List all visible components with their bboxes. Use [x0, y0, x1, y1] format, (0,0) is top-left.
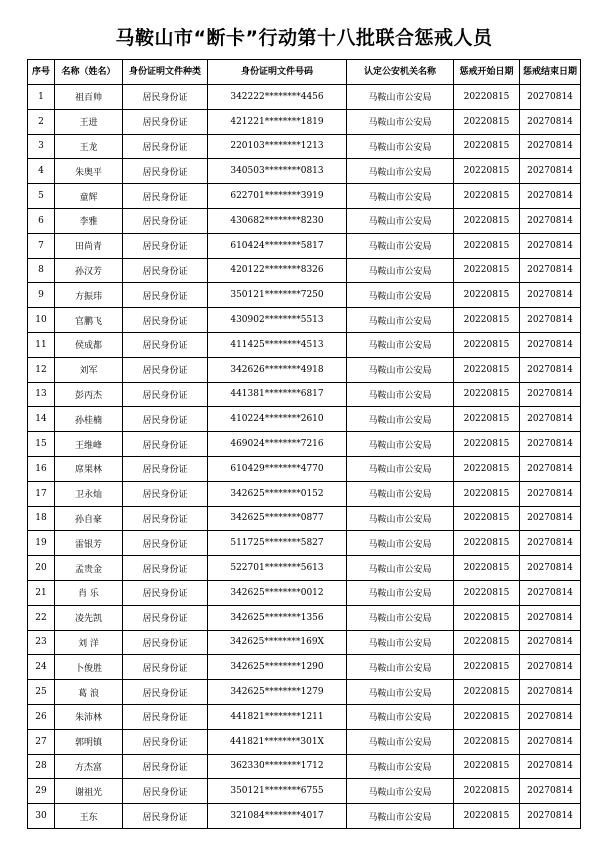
cell-name: 朱奥平 [55, 159, 123, 184]
cell-index: 29 [28, 779, 55, 804]
cell-index: 9 [28, 283, 55, 308]
cell-index: 12 [28, 357, 55, 382]
header-end-date: 惩戒结束日期 [520, 60, 581, 85]
table-row [28, 432, 581, 457]
cell-index: 14 [28, 407, 55, 432]
table-row [28, 456, 581, 481]
cell-index: 22 [28, 605, 55, 630]
cell-id-number: 511725********5827 [208, 531, 347, 556]
cell-end-date: 20270814 [520, 804, 581, 829]
cell-index: 24 [28, 655, 55, 680]
page-title: 马鞍山市“断卡”行动第十八批联合惩戒人员 [115, 27, 493, 49]
cell-end-date: 20270814 [520, 506, 581, 531]
cell-name: 刘 洋 [55, 630, 123, 655]
cell-name: 方杰富 [55, 754, 123, 779]
cell-authority: 马鞍山市公安局 [347, 729, 454, 754]
cell-id-type: 居民身份证 [123, 630, 208, 655]
cell-id-type: 居民身份证 [123, 580, 208, 605]
cell-id-number: 342222********4456 [208, 85, 347, 110]
cell-name: 王维峰 [55, 432, 123, 457]
table-header-row [28, 60, 581, 85]
cell-authority: 马鞍山市公安局 [347, 432, 454, 457]
cell-index: 7 [28, 233, 55, 258]
cell-id-type: 居民身份证 [123, 109, 208, 134]
cell-id-number: 420122********8326 [208, 258, 347, 283]
cell-authority: 马鞍山市公安局 [347, 630, 454, 655]
cell-id-number: 421221********1819 [208, 109, 347, 134]
cell-name: 彭丙杰 [55, 382, 123, 407]
cell-id-type: 居民身份证 [123, 531, 208, 556]
cell-authority: 马鞍山市公安局 [347, 109, 454, 134]
cell-authority: 马鞍山市公安局 [347, 308, 454, 333]
cell-id-type: 居民身份证 [123, 506, 208, 531]
cell-index: 18 [28, 506, 55, 531]
cell-end-date: 20270814 [520, 432, 581, 457]
cell-start-date: 20220815 [454, 357, 520, 382]
cell-start-date: 20220815 [454, 655, 520, 680]
cell-id-number: 430902********5513 [208, 308, 347, 333]
cell-name: 孙桂楠 [55, 407, 123, 432]
cell-index: 30 [28, 804, 55, 829]
cell-start-date: 20220815 [454, 580, 520, 605]
cell-authority: 马鞍山市公安局 [347, 208, 454, 233]
table-row [28, 159, 581, 184]
cell-name: 卜俊胜 [55, 655, 123, 680]
cell-authority: 马鞍山市公安局 [347, 407, 454, 432]
cell-authority: 马鞍山市公安局 [347, 556, 454, 581]
header-authority: 认定公安机关名称 [347, 60, 454, 85]
table-row [28, 605, 581, 630]
cell-id-number: 342625********169X [208, 630, 347, 655]
cell-start-date: 20220815 [454, 556, 520, 581]
cell-start-date: 20220815 [454, 456, 520, 481]
cell-start-date: 20220815 [454, 308, 520, 333]
cell-name: 郭明镇 [55, 729, 123, 754]
cell-authority: 马鞍山市公安局 [347, 159, 454, 184]
cell-authority: 马鞍山市公安局 [347, 531, 454, 556]
cell-index: 15 [28, 432, 55, 457]
cell-index: 25 [28, 680, 55, 705]
cell-start-date: 20220815 [454, 779, 520, 804]
cell-start-date: 20220815 [454, 109, 520, 134]
table-row [28, 208, 581, 233]
cell-id-number: 469024********7216 [208, 432, 347, 457]
cell-end-date: 20270814 [520, 680, 581, 705]
cell-name: 孙汉芳 [55, 258, 123, 283]
cell-name: 卫永灿 [55, 481, 123, 506]
cell-id-number: 522701********5613 [208, 556, 347, 581]
cell-index: 8 [28, 258, 55, 283]
table-row [28, 184, 581, 209]
cell-end-date: 20270814 [520, 159, 581, 184]
cell-name: 田尚青 [55, 233, 123, 258]
table-row [28, 556, 581, 581]
cell-id-number: 342625********1356 [208, 605, 347, 630]
cell-authority: 马鞍山市公安局 [347, 704, 454, 729]
table-row [28, 729, 581, 754]
cell-authority: 马鞍山市公安局 [347, 332, 454, 357]
cell-index: 19 [28, 531, 55, 556]
cell-end-date: 20270814 [520, 655, 581, 680]
cell-name: 刘军 [55, 357, 123, 382]
cell-id-number: 350121********6755 [208, 779, 347, 804]
cell-end-date: 20270814 [520, 308, 581, 333]
cell-authority: 马鞍山市公安局 [347, 357, 454, 382]
cell-id-type: 居民身份证 [123, 704, 208, 729]
cell-authority: 马鞍山市公安局 [347, 605, 454, 630]
table-row [28, 85, 581, 110]
header-start-date: 惩戒开始日期 [454, 60, 520, 85]
cell-start-date: 20220815 [454, 407, 520, 432]
table-row [28, 382, 581, 407]
cell-id-type: 居民身份证 [123, 258, 208, 283]
cell-name: 葛 浪 [55, 680, 123, 705]
cell-end-date: 20270814 [520, 704, 581, 729]
cell-authority: 马鞍山市公安局 [347, 506, 454, 531]
cell-id-type: 居民身份证 [123, 432, 208, 457]
table-row [28, 630, 581, 655]
cell-end-date: 20270814 [520, 382, 581, 407]
cell-index: 3 [28, 134, 55, 159]
cell-start-date: 20220815 [454, 605, 520, 630]
cell-id-type: 居民身份证 [123, 754, 208, 779]
cell-index: 13 [28, 382, 55, 407]
header-id-number: 身份证明文件号码 [208, 60, 347, 85]
cell-end-date: 20270814 [520, 729, 581, 754]
cell-authority: 马鞍山市公安局 [347, 233, 454, 258]
table-row [28, 233, 581, 258]
cell-id-type: 居民身份证 [123, 85, 208, 110]
cell-end-date: 20270814 [520, 605, 581, 630]
cell-index: 6 [28, 208, 55, 233]
cell-end-date: 20270814 [520, 779, 581, 804]
cell-id-type: 居民身份证 [123, 233, 208, 258]
cell-start-date: 20220815 [454, 531, 520, 556]
header-index: 序号 [28, 60, 55, 85]
cell-start-date: 20220815 [454, 233, 520, 258]
table-row [28, 531, 581, 556]
cell-end-date: 20270814 [520, 630, 581, 655]
cell-name: 李雅 [55, 208, 123, 233]
table-row [28, 481, 581, 506]
cell-index: 10 [28, 308, 55, 333]
cell-id-number: 342625********1290 [208, 655, 347, 680]
table-row [28, 580, 581, 605]
cell-id-type: 居民身份证 [123, 159, 208, 184]
cell-authority: 马鞍山市公安局 [347, 382, 454, 407]
cell-id-type: 居民身份证 [123, 332, 208, 357]
cell-id-number: 342625********0012 [208, 580, 347, 605]
cell-end-date: 20270814 [520, 184, 581, 209]
cell-id-number: 610424********5817 [208, 233, 347, 258]
cell-name: 侯成都 [55, 332, 123, 357]
cell-name: 祖百帅 [55, 85, 123, 110]
cell-end-date: 20270814 [520, 332, 581, 357]
table-row [28, 258, 581, 283]
cell-index: 11 [28, 332, 55, 357]
cell-id-type: 居民身份证 [123, 804, 208, 829]
cell-id-type: 居民身份证 [123, 729, 208, 754]
cell-index: 1 [28, 85, 55, 110]
header-name: 名称（姓名） [55, 60, 123, 85]
cell-id-type: 居民身份证 [123, 283, 208, 308]
cell-id-type: 居民身份证 [123, 779, 208, 804]
cell-end-date: 20270814 [520, 407, 581, 432]
cell-id-number: 362330********1712 [208, 754, 347, 779]
cell-id-type: 居民身份证 [123, 308, 208, 333]
cell-id-type: 居民身份证 [123, 184, 208, 209]
cell-name: 孙自豪 [55, 506, 123, 531]
cell-end-date: 20270814 [520, 556, 581, 581]
cell-end-date: 20270814 [520, 357, 581, 382]
cell-start-date: 20220815 [454, 729, 520, 754]
cell-id-number: 342625********0152 [208, 481, 347, 506]
cell-start-date: 20220815 [454, 804, 520, 829]
table-row [28, 407, 581, 432]
cell-id-type: 居民身份证 [123, 481, 208, 506]
cell-start-date: 20220815 [454, 258, 520, 283]
table-row [28, 754, 581, 779]
cell-id-number: 321084********4017 [208, 804, 347, 829]
cell-index: 28 [28, 754, 55, 779]
table-row [28, 283, 581, 308]
cell-index: 4 [28, 159, 55, 184]
table-row [28, 109, 581, 134]
cell-start-date: 20220815 [454, 481, 520, 506]
cell-name: 王东 [55, 804, 123, 829]
cell-index: 20 [28, 556, 55, 581]
table-row [28, 804, 581, 829]
cell-id-type: 居民身份证 [123, 357, 208, 382]
cell-end-date: 20270814 [520, 85, 581, 110]
header-id-type: 身份证明文件种类 [123, 60, 208, 85]
cell-id-number: 410224********2610 [208, 407, 347, 432]
cell-id-number: 342625********1279 [208, 680, 347, 705]
cell-start-date: 20220815 [454, 432, 520, 457]
table-row [28, 308, 581, 333]
cell-name: 王进 [55, 109, 123, 134]
cell-name: 肖 乐 [55, 580, 123, 605]
cell-id-number: 622701********3919 [208, 184, 347, 209]
cell-end-date: 20270814 [520, 531, 581, 556]
cell-start-date: 20220815 [454, 283, 520, 308]
cell-id-number: 610429********4770 [208, 456, 347, 481]
table-row [28, 134, 581, 159]
table-body [28, 85, 581, 829]
cell-start-date: 20220815 [454, 184, 520, 209]
cell-authority: 马鞍山市公安局 [347, 134, 454, 159]
cell-authority: 马鞍山市公安局 [347, 481, 454, 506]
cell-start-date: 20220815 [454, 332, 520, 357]
cell-index: 2 [28, 109, 55, 134]
table-row [28, 332, 581, 357]
cell-name: 朱沛林 [55, 704, 123, 729]
cell-id-number: 340503********0813 [208, 159, 347, 184]
cell-start-date: 20220815 [454, 85, 520, 110]
cell-authority: 马鞍山市公安局 [347, 680, 454, 705]
cell-start-date: 20220815 [454, 382, 520, 407]
cell-authority: 马鞍山市公安局 [347, 655, 454, 680]
cell-id-type: 居民身份证 [123, 655, 208, 680]
cell-end-date: 20270814 [520, 283, 581, 308]
table-row [28, 506, 581, 531]
cell-end-date: 20270814 [520, 233, 581, 258]
cell-start-date: 20220815 [454, 754, 520, 779]
cell-id-type: 居民身份证 [123, 456, 208, 481]
cell-id-type: 居民身份证 [123, 680, 208, 705]
cell-end-date: 20270814 [520, 134, 581, 159]
cell-id-type: 居民身份证 [123, 556, 208, 581]
cell-name: 童辉 [55, 184, 123, 209]
punishment-table [27, 59, 581, 829]
cell-id-number: 441821********1211 [208, 704, 347, 729]
cell-start-date: 20220815 [454, 680, 520, 705]
cell-authority: 马鞍山市公安局 [347, 184, 454, 209]
cell-authority: 马鞍山市公安局 [347, 456, 454, 481]
cell-id-number: 342625********0877 [208, 506, 347, 531]
cell-authority: 马鞍山市公安局 [347, 580, 454, 605]
table-row [28, 704, 581, 729]
cell-start-date: 20220815 [454, 159, 520, 184]
cell-index: 17 [28, 481, 55, 506]
cell-end-date: 20270814 [520, 208, 581, 233]
cell-index: 27 [28, 729, 55, 754]
table-row [28, 357, 581, 382]
cell-name: 雷银芳 [55, 531, 123, 556]
cell-id-number: 220103********1213 [208, 134, 347, 159]
cell-end-date: 20270814 [520, 258, 581, 283]
table-row [28, 680, 581, 705]
cell-index: 26 [28, 704, 55, 729]
cell-id-type: 居民身份证 [123, 605, 208, 630]
cell-authority: 马鞍山市公安局 [347, 85, 454, 110]
cell-name: 官鹏飞 [55, 308, 123, 333]
cell-id-number: 441821********301X [208, 729, 347, 754]
cell-authority: 马鞍山市公安局 [347, 779, 454, 804]
cell-start-date: 20220815 [454, 704, 520, 729]
cell-authority: 马鞍山市公安局 [347, 283, 454, 308]
cell-index: 23 [28, 630, 55, 655]
cell-id-type: 居民身份证 [123, 382, 208, 407]
cell-end-date: 20270814 [520, 481, 581, 506]
cell-index: 16 [28, 456, 55, 481]
cell-authority: 马鞍山市公安局 [347, 258, 454, 283]
cell-authority: 马鞍山市公安局 [347, 754, 454, 779]
cell-id-type: 居民身份证 [123, 134, 208, 159]
cell-id-number: 430682********8230 [208, 208, 347, 233]
cell-id-number: 350121********7250 [208, 283, 347, 308]
cell-id-type: 居民身份证 [123, 208, 208, 233]
cell-name: 席果林 [55, 456, 123, 481]
table-row [28, 655, 581, 680]
cell-id-type: 居民身份证 [123, 407, 208, 432]
cell-start-date: 20220815 [454, 208, 520, 233]
cell-name: 方振玮 [55, 283, 123, 308]
cell-end-date: 20270814 [520, 754, 581, 779]
cell-authority: 马鞍山市公安局 [347, 804, 454, 829]
cell-id-number: 441381********6817 [208, 382, 347, 407]
cell-start-date: 20220815 [454, 134, 520, 159]
cell-index: 21 [28, 580, 55, 605]
cell-name: 王龙 [55, 134, 123, 159]
cell-name: 凌先凯 [55, 605, 123, 630]
cell-index: 5 [28, 184, 55, 209]
cell-start-date: 20220815 [454, 506, 520, 531]
cell-id-number: 411425********4513 [208, 332, 347, 357]
cell-end-date: 20270814 [520, 109, 581, 134]
cell-end-date: 20270814 [520, 580, 581, 605]
cell-name: 谢祖光 [55, 779, 123, 804]
cell-id-number: 342626********4918 [208, 357, 347, 382]
cell-end-date: 20270814 [520, 456, 581, 481]
table-row [28, 779, 581, 804]
cell-name: 孟贵金 [55, 556, 123, 581]
cell-start-date: 20220815 [454, 630, 520, 655]
